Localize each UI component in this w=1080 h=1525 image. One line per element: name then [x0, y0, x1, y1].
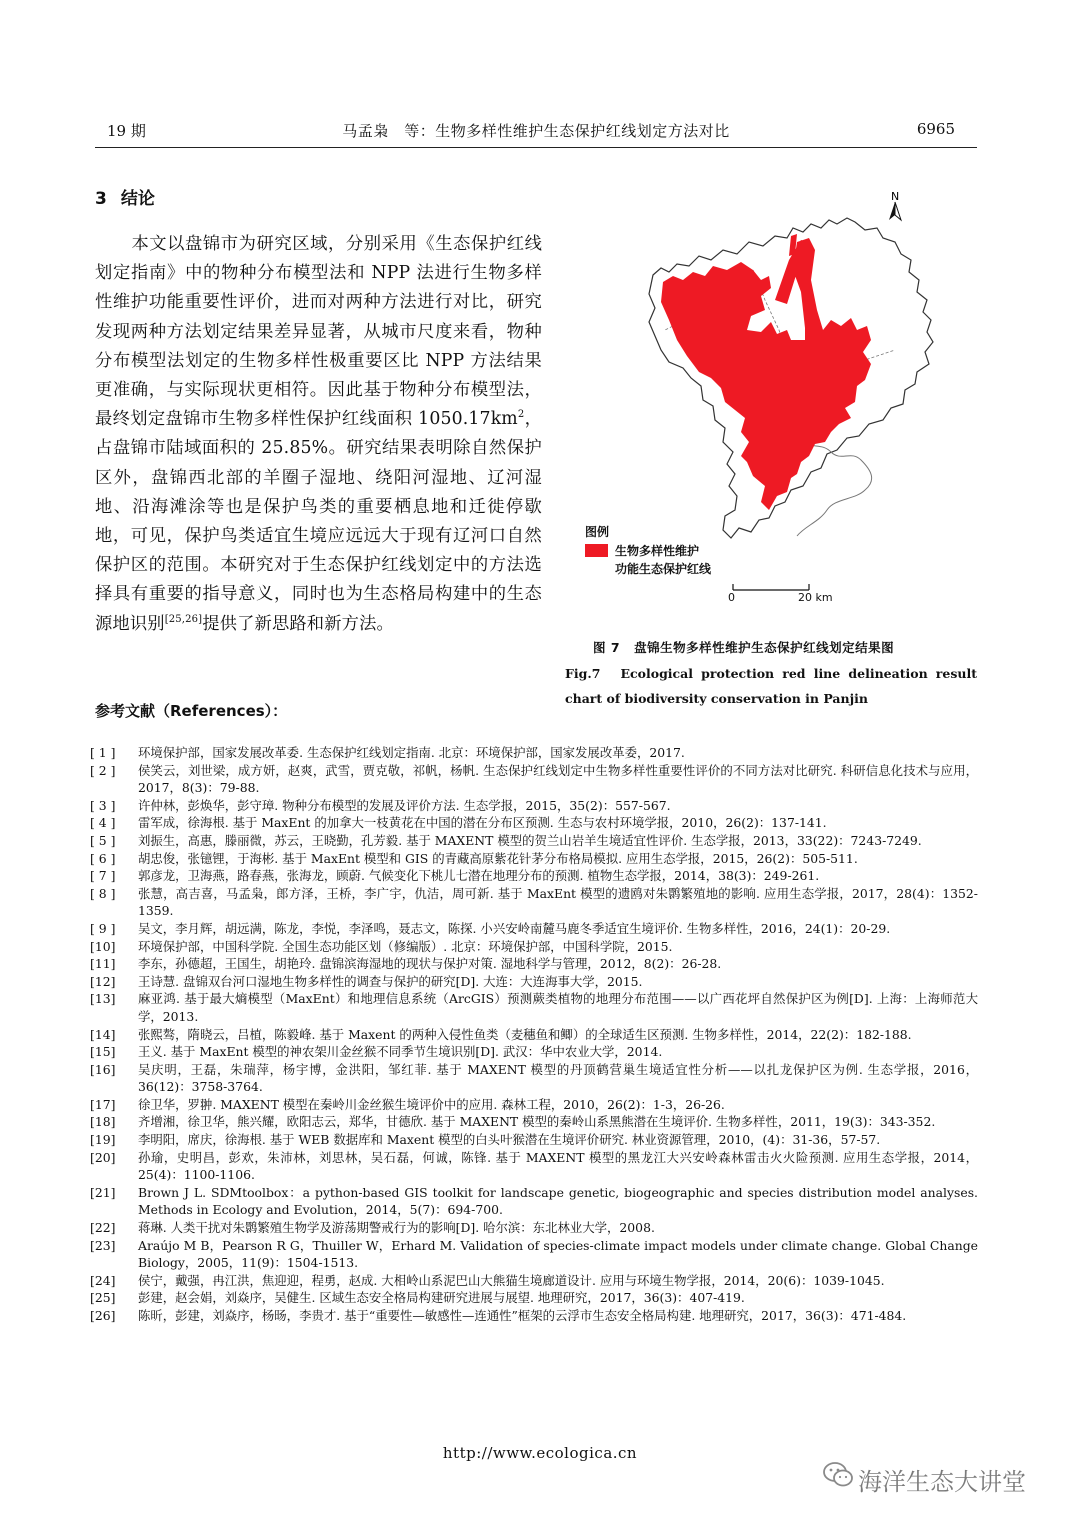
reference-text: 环境保护部，国家发展改革委. 生态保护红线划定指南. 北京：环境保护部，国家发展改革委，2017. — [138, 745, 685, 760]
reference-number: [26] — [90, 1308, 116, 1323]
north-label: N — [891, 190, 900, 203]
running-header — [95, 120, 977, 146]
watermark-text: 海洋生态大讲堂 — [858, 1468, 1026, 1496]
reference-item — [90, 1043, 978, 1061]
reference-text: 吴文，李月辉，胡远满，陈龙，李悦，李泽鸣，聂志文，陈探. 小兴安岭南麓马鹿冬季适宜生境评价. 生物多样性，2016，24(1)：20-29. — [138, 920, 891, 936]
reference-item — [90, 1131, 978, 1149]
wechat-icon — [822, 1460, 854, 1490]
reference-text: 环境保护部，中国科学院. 全国生态功能区划（修编版）. 北京：环境保护部，中国科学院，2015. — [138, 938, 673, 954]
reference-text: 王义. 基于 MaxEnt 模型的神农架川金丝猴不同季节生境识别[D]. 武汉：华中农业大学，2014. — [138, 1044, 663, 1060]
reference-text: 蒋琳. 人类干扰对朱鹮繁殖生物学及游荡期警戒行为的影响[D]. 哈尔滨：东北林业大学，2008. — [138, 1220, 655, 1236]
body-text-b: ，占盘锦市陆域面积的 25.85%。研究结果表明除自然保护区外，盘锦西北部的羊圈子湿地、绕阳河湿地、辽河湿地、沿海滩涂等也是保护鸟类的重要栖息地和迁徙停歇地，可见，保护鸟类适宜生境应远远大于现有辽河口自然保护区的范围。本研究对于生态保护红线划定中的方法选择具有重要的指导意义，同时也为生态格局构建中的生态源地识别 — [95, 409, 543, 634]
reference-number: [17] — [90, 1096, 116, 1112]
reference-item — [90, 990, 978, 1025]
scale-end: 20 km — [798, 591, 833, 604]
reference-text: 侯宁，戴强，冉江洪，焦迎迎，程勇，赵成. 大相岭山系泥巴山大熊猫生境廊道设计. 应用与环境生物学报，2014，20(6)：1039-1045. — [138, 1272, 885, 1288]
reference-text: Araújo M B，Pearson R G，Thuiller W，Erhard M. Validation of species-climate impact models under climate change. Global Change Biology，2005，11(9)：1504-1513. — [138, 1237, 978, 1271]
reference-number: [ 6 ] — [90, 850, 116, 866]
reference-number: [ 5 ] — [90, 832, 116, 848]
references-list — [90, 744, 978, 1325]
reference-item — [90, 797, 978, 815]
reference-item — [90, 744, 978, 762]
reference-text: 李明阳，席庆，徐海根. 基于 WEB 数据库和 Maxent 模型的白头叶猴潜在生境评价研究. 林业资源管理，2010，(4)：31-36，57-57. — [138, 1132, 881, 1148]
reference-item — [90, 938, 978, 956]
reference-number: [ 7 ] — [90, 868, 116, 884]
reference-item — [90, 1149, 978, 1184]
footer-url[interactable]: http://www.ecologica.cn — [442, 1444, 638, 1462]
reference-item — [90, 1061, 978, 1096]
reference-text: 陈昕，彭建，刘焱序，杨旸，李贵才. 基于“重要性—敏感性—连通性”框架的云浮市生态安全格局构建. 地理研究，2017，36(3)：471-484. — [138, 1308, 907, 1323]
reference-item — [90, 955, 978, 973]
reference-text: 李东，孙德超，王国生，胡艳玲. 盘锦滨海湿地的现状与保护对策. 湿地科学与管理，2012，8(2)：26-28. — [138, 956, 722, 972]
scale-zero: 0 — [728, 591, 735, 604]
reference-text: 侯笑云，刘世梁，成方妍，赵爽，武雪，贾克敬，祁帆，杨帆. 生态保护红线划定中生物多样性重要性评价的不同方法对比研究. 科研信息化技术与应用，2017，8(3)：79-88. — [138, 762, 978, 796]
body-text-a: 本文以盘锦市为研究区域，分别采用《生态保护红线划定指南》中的物种分布模型法和 NPP 法进行生物多样性维护功能重要性评价，进而对两种方法进行对比，研究发现两种方法划定结果差异显著，从城市尺度来看，物种分布模型法划定的生物多样性极重要区比 NPP 方法结果更准确，与实际现状更相符。因此基于物种分布模型法，最终划定盘锦市生物多样性保护红线面积 1050.17km — [95, 234, 542, 430]
reference-text: 张熙骜，隋晓云，吕植，陈毅峰. 基于 Maxent 的两种入侵性鱼类（麦穗鱼和鲫）的全球适生区预测. 生物多样性，2014，22(2)：182-188. — [138, 1026, 912, 1042]
citation-superscript: [25,26] — [164, 613, 203, 625]
reference-item — [90, 762, 978, 797]
figure-caption-cn — [593, 638, 894, 656]
section-heading — [95, 184, 155, 209]
north-arrow-icon — [889, 202, 901, 220]
reference-number: [ 4 ] — [90, 815, 116, 831]
reference-number: [10] — [90, 938, 116, 954]
reference-number: [11] — [90, 956, 116, 972]
running-title: 马孟枭 等：生物多样性维护生态保护红线划定方法对比 — [342, 122, 730, 140]
figure-caption-en: Fig.7 Ecological protection red line delineation result chart of biodiversity conservation in Panjin — [565, 666, 977, 706]
figure-caption-label: 图 7 — [593, 640, 621, 655]
reference-text: 王诗慧. 盘锦双台河口湿地生物多样性的调查与保护的研究[D]. 大连：大连海事大学，2015. — [138, 973, 643, 989]
reference-text: 张慧，高吉喜，马孟枭，郎方泽，王桥，李广宇，仇洁，周可新. 基于 MaxEnt 模型的遗鸥对朱鹮繁殖地的影响. 应用生态学报，2017，28(4)：1352-1359. — [138, 885, 978, 919]
watermark — [822, 1460, 1026, 1496]
reference-item — [90, 1026, 978, 1044]
reference-item — [90, 1184, 978, 1219]
scale-bar — [733, 584, 809, 590]
figure-map — [565, 180, 977, 625]
header-rule — [95, 147, 977, 148]
section-number: 3 — [95, 189, 107, 209]
figure-caption-cn-text: 盘锦生物多样性维护生态保护红线划定结果图 — [634, 640, 895, 655]
reference-item — [90, 1237, 978, 1272]
issue-number: 19 期 — [107, 122, 146, 140]
reference-text: 刘振生，高惠，滕丽微，苏云，王晓勤，孔芳毅. 基于 MAXENT 模型的贺兰山岩羊生境适宜性评价. 生态学报，2013，33(22)：7243-7249. — [138, 832, 922, 848]
references-title: 参考文献（References）： — [95, 702, 288, 720]
legend-title: 图例 — [585, 525, 610, 539]
reference-number: [25] — [90, 1290, 116, 1306]
reference-number: [ 8 ] — [90, 885, 116, 901]
reference-number: [14] — [90, 1026, 116, 1042]
reference-item — [90, 1096, 978, 1114]
reference-text: 麻亚鸿. 基于最大熵模型（MaxEnt）和地理信息系统（ArcGIS）预测蕨类植物的地理分布范围——以广西花坪自然保护区为例[D]. 上海：上海师范大学，2013. — [138, 991, 978, 1024]
legend-label-line2: 功能生态保护红线 — [615, 562, 712, 576]
reference-number: [21] — [90, 1184, 116, 1200]
reference-number: [ 1 ] — [90, 745, 116, 760]
reference-item — [90, 1113, 978, 1131]
reference-number: [20] — [90, 1149, 116, 1165]
reference-item — [90, 1219, 978, 1237]
reference-item — [90, 920, 978, 938]
reference-item — [90, 850, 978, 868]
reference-text: 吴庆明，王磊，朱瑞萍，杨宇博，金洪阳，邹红菲. 基于 MAXENT 模型的丹顶鹤营巢生境适宜性分析——以扎龙保护区为例. 生态学报，2016，36(12)：3758-3764. — [138, 1061, 978, 1095]
reference-number: [24] — [90, 1272, 116, 1288]
reference-number: [19] — [90, 1132, 116, 1148]
reference-item — [90, 973, 978, 991]
reference-item — [90, 867, 978, 885]
reference-text: 齐增湘，徐卫华，熊兴耀，欧阳志云，郑华，甘德欣. 基于 MAXENT 模型的秦岭山系黑熊潜在生境评价. 生物多样性，2011，19(3)：343-352. — [138, 1114, 936, 1130]
reference-number: [16] — [90, 1061, 116, 1077]
reference-text: 孙瑜，史明昌，彭欢，朱沛林，刘思林，吴石磊，何诚，陈锋. 基于 MAXENT 模型的黑龙江大兴安岭森林雷击火火险预测. 应用生态学报，2014，25(4)：1100-1106. — [138, 1149, 978, 1183]
legend-swatch — [585, 544, 608, 557]
reference-text: 彭建，赵会娟，刘焱序，吴健生. 区域生态安全格局构建研究进展与展望. 地理研究，2017，36(3)：407-419. — [138, 1290, 745, 1306]
reference-text: 郭彦龙，卫海燕，路春燕，张海龙，顾蔚. 气候变化下桃儿七潜在地理分布的预测. 植物生态学报，2014，38(3)：249-261. — [138, 868, 820, 884]
section-title: 结论 — [120, 189, 155, 209]
reference-text: 徐卫华，罗翀. MAXENT 模型在秦岭川金丝猴生境评价中的应用. 森林工程，2010，26(2)：1-3，26-26. — [138, 1096, 725, 1112]
reference-number: [ 9 ] — [90, 920, 116, 936]
reference-item — [90, 1307, 978, 1325]
reference-text: 雷军成，徐海根. 基于 MaxEnt 的加拿大一枝黄花在中国的潜在分布区预测. 生态与农村环境学报，2010，26(2)：137-141. — [138, 815, 827, 831]
reference-text: 胡忠俊，张镱锂，于海彬. 基于 MaxEnt 模型和 GIS 的青藏高原紫花针茅分布格局模拟. 应用生态学报，2015，26(2)：505-511. — [138, 850, 858, 866]
reference-item — [90, 814, 978, 832]
reference-number: [22] — [90, 1220, 116, 1236]
body-text-c: 提供了新思路和新方法。 — [202, 613, 394, 634]
legend-label-line1: 生物多样性维护 — [615, 544, 700, 558]
reference-number: [15] — [90, 1044, 116, 1060]
reference-number: [23] — [90, 1237, 116, 1253]
conclusion-paragraph — [95, 230, 542, 639]
reference-number: [ 2 ] — [90, 762, 116, 778]
reference-text: Brown J L. SDMtoolbox：a python-based GIS toolkit for landscape genetic, biogeographic and species distribution model analyses. Methods in Ecology and Evolution，2014，5(7)：694-700. — [138, 1184, 978, 1218]
reference-number: [ 3 ] — [90, 797, 116, 813]
reference-item — [90, 832, 978, 850]
reference-number: [12] — [90, 973, 116, 989]
reference-item — [90, 1289, 978, 1307]
reference-number: [18] — [90, 1114, 116, 1130]
body-superscript-area: 2 — [517, 409, 525, 421]
reference-number: [13] — [90, 991, 116, 1007]
reference-item — [90, 1272, 978, 1290]
reference-text: 许仲林，彭焕华，彭守璋. 物种分布模型的发展及评价方法. 生态学报，2015，35(2)：557-567. — [138, 797, 671, 813]
reference-item — [90, 885, 978, 920]
page-number: 6965 — [916, 120, 955, 138]
